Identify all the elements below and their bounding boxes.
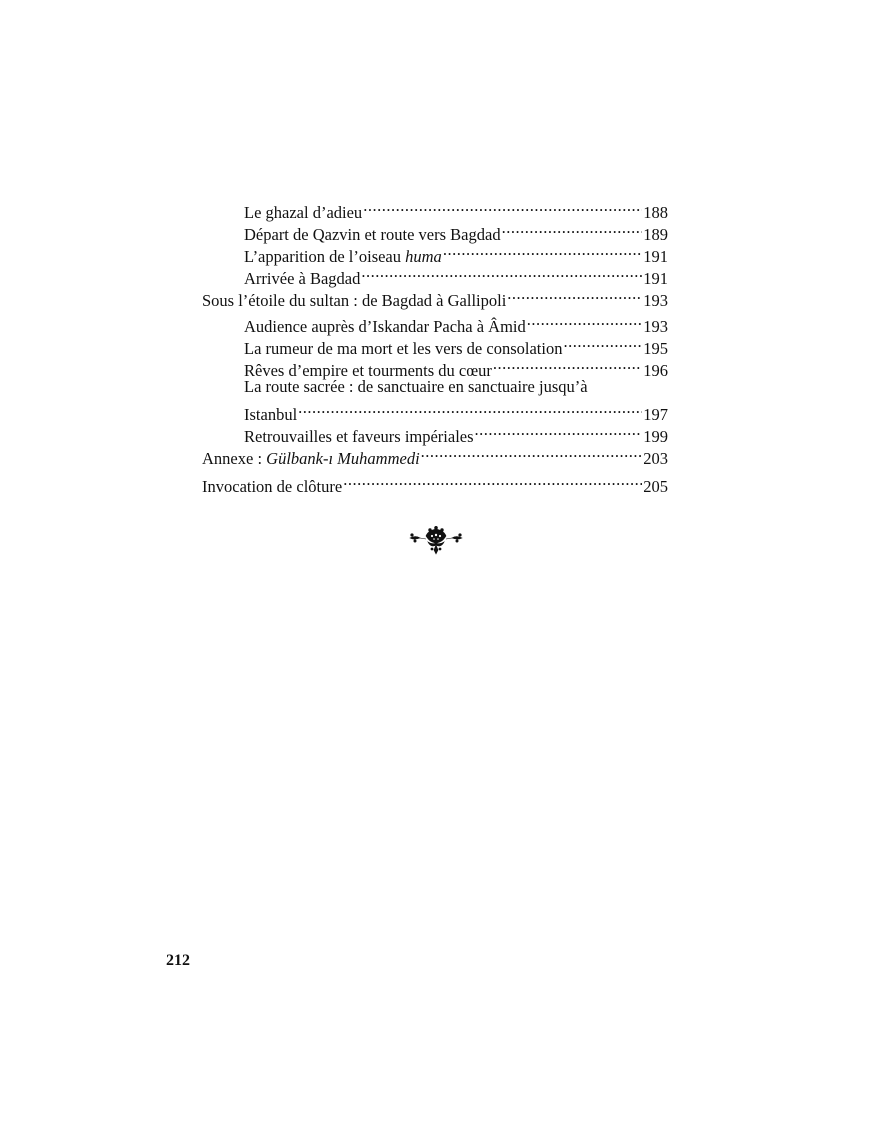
table-of-contents xyxy=(202,196,668,496)
toc-entry-page: 197 xyxy=(643,405,668,424)
toc-entry-closing[interactable] xyxy=(202,470,668,496)
toc-entry-title-line1[interactable]: La route sacrée : de sanctuaire en sanctuaire jusqu’à xyxy=(244,377,588,396)
toc-entry[interactable] xyxy=(202,310,668,336)
dot-leader xyxy=(298,398,642,420)
toc-entry-title: Arrivée à Bagdad xyxy=(244,269,361,288)
fleuron-ornament-icon xyxy=(408,526,464,556)
toc-entry-page: 191 xyxy=(643,247,668,266)
toc-entry-title: La rumeur de ma mort et les vers de consolation xyxy=(244,339,563,358)
toc-entry-title: Audience auprès d’Iskandar Pacha à Âmid xyxy=(244,317,526,336)
dot-leader xyxy=(443,240,642,262)
toc-entry[interactable] xyxy=(202,398,668,424)
dot-leader xyxy=(507,284,642,306)
toc-entry-title-text: L’apparition de l’oiseau xyxy=(244,247,406,266)
toc-entry-title xyxy=(202,448,420,470)
toc-entry-page: 196 xyxy=(643,361,668,380)
toc-entry[interactable] xyxy=(202,196,668,222)
dot-leader xyxy=(361,262,642,284)
toc-entry-page: 195 xyxy=(643,339,668,358)
dot-leader xyxy=(493,354,642,376)
toc-entry-title: Rêves d’empire et tourments du cœur xyxy=(244,361,492,380)
dot-leader xyxy=(502,218,643,240)
toc-entry-page: 189 xyxy=(643,225,668,244)
toc-entry-title: Le ghazal d’adieu xyxy=(244,203,363,222)
dot-leader xyxy=(563,332,642,354)
toc-entry-page: 193 xyxy=(643,291,668,310)
toc-entry-title-text: Annexe : xyxy=(202,449,267,468)
toc-entry-title: Départ de Qazvin et route vers Bagdad xyxy=(244,225,501,244)
dot-leader xyxy=(343,470,642,492)
toc-entry-page: 199 xyxy=(643,427,668,446)
toc-entry-title: Sous l’étoile du sultan : de Bagdad à Gallipoli xyxy=(202,291,507,310)
dot-leader xyxy=(475,420,643,442)
toc-entry-page: 205 xyxy=(643,477,668,496)
toc-entry-title-italic: huma xyxy=(405,247,442,266)
toc-entry-title: Retrouvailles et faveurs impériales xyxy=(244,427,474,446)
toc-entry-page: 188 xyxy=(643,203,668,222)
toc-entry-title: Invocation de clôture xyxy=(202,477,343,496)
dot-leader xyxy=(527,310,642,332)
toc-entry-page: 203 xyxy=(643,449,668,468)
page-number: 212 xyxy=(166,952,190,969)
dot-leader xyxy=(363,196,642,218)
toc-entry-page: 193 xyxy=(643,317,668,336)
dot-leader xyxy=(421,442,643,464)
toc-entry-title-italic: Gülbank-ı Muhammedi xyxy=(266,449,420,468)
toc-entry-page: 191 xyxy=(643,269,668,288)
toc-entry-title-line2: Istanbul xyxy=(244,405,298,424)
